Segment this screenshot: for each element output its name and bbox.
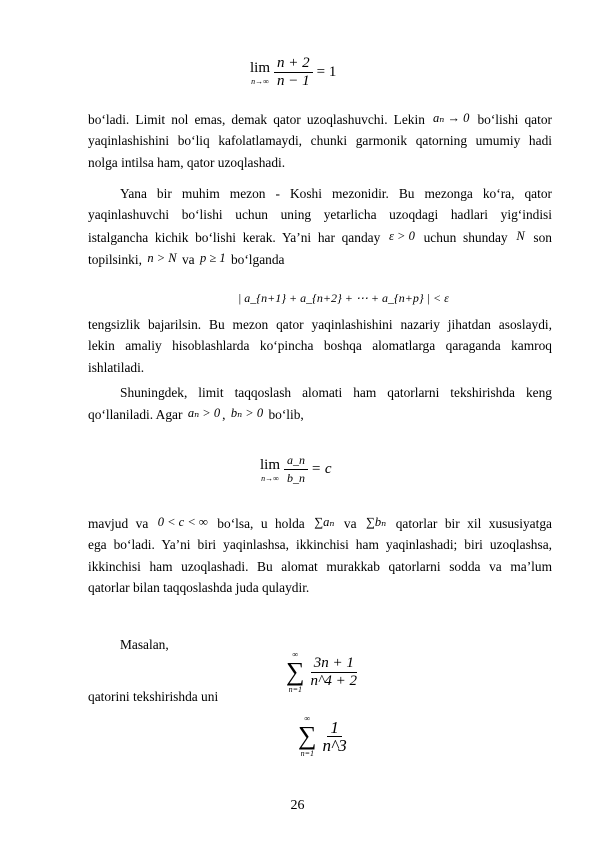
- text-span: bo‘lganda: [230, 252, 285, 268]
- sigma-symbol: ∑: [286, 657, 305, 686]
- text-span: va: [181, 252, 195, 268]
- text-span: uchun shunday: [423, 229, 508, 245]
- text-span: mavjud va: [88, 516, 149, 531]
- text-line: ishlatiladi.: [88, 359, 145, 375]
- lim-subscript: n→∞: [261, 473, 279, 483]
- paragraph-1: [88, 108, 552, 173]
- numerator: 1: [327, 719, 342, 737]
- limit-formula-2: [260, 452, 332, 487]
- text-span: va: [343, 516, 357, 531]
- text-line: [88, 226, 552, 248]
- text-span: son: [533, 229, 552, 245]
- text-line: [88, 403, 552, 425]
- paragraph-4: [88, 382, 552, 426]
- fraction: [308, 655, 360, 690]
- text-line: lekin amaliy hisoblashlarda ko‘pincha boshqa alomatlarga qaraganda kamroq: [88, 338, 552, 354]
- text-line: qatorlar bilan taqqoslashda juda qulaydir.: [88, 580, 310, 596]
- lim-subscript: n→∞: [251, 76, 269, 86]
- lim-word: lim: [250, 59, 271, 76]
- text-line: ikkinchisi ham uzoqlashadi. Bu alomat murakkab qatorlarni sodda va ma’lum: [88, 558, 552, 574]
- text-span: topilsinki,: [88, 252, 142, 268]
- lim-word: lim: [260, 456, 281, 473]
- denominator: n − 1: [277, 73, 310, 89]
- fraction: [284, 452, 308, 487]
- series-formula-2: [298, 714, 350, 758]
- inline-formula-c-range: 0 < c < ∞: [157, 515, 208, 529]
- page-number: 26: [290, 798, 305, 813]
- inline-formula-an-to-0: aₙ → 0: [433, 111, 470, 125]
- text-span: bo‘lsa, u holda: [217, 516, 305, 531]
- denominator: n^3: [322, 735, 347, 755]
- text-line: yaqinlashuvchi bo‘lishi uchun uning yetarlicha uzoqdagi hadlari yig‘indisi: [88, 207, 552, 223]
- text-line: Masalan,: [120, 637, 169, 652]
- inline-formula-an-gt-0: aₙ > 0: [187, 406, 221, 421]
- inline-formula-N: N: [516, 228, 525, 243]
- fraction: [320, 719, 350, 754]
- paragraph-3: [88, 314, 552, 378]
- text-line: yaqinlashishini bo‘liq kafolatlamaydi, chunki garmonik qatorning umumiy hadi: [88, 133, 552, 149]
- inline-formula-sum-bn: ∑bₙ: [366, 515, 387, 529]
- inline-formula-eps: ε > 0: [388, 228, 415, 243]
- text-span: istalgancha kichik bo‘lishi kerak. Ya’ni har qanday: [88, 229, 381, 245]
- rhs: = 1: [316, 64, 337, 80]
- paragraph-7: [88, 686, 552, 707]
- limit-formula-1: [250, 55, 336, 90]
- sum-lower: n=1: [300, 749, 314, 758]
- text-span: ,: [222, 407, 226, 423]
- rhs: = c: [311, 461, 332, 477]
- text-span: qatorlar bir xil xususiyatga: [395, 516, 552, 531]
- numerator: n + 2: [274, 55, 313, 73]
- paragraph-5: [88, 512, 552, 599]
- text-line: [88, 108, 552, 130]
- text-line: Yana bir muhim mezon - Koshi mezonidir. Bu mezonga ko‘ra, qator: [120, 186, 552, 201]
- text-line: Shuningdek, limit taqqoslash alomati ham qatorlarni tekshirishda keng: [120, 385, 552, 400]
- denominator: b_n: [287, 471, 306, 485]
- text-span: qo‘llaniladi. Agar: [88, 407, 183, 423]
- text-line: [88, 512, 552, 534]
- text-line: ega bo‘ladi. Ya’ni biri yaqinlashsa, ikkinchisi ham yaqinlashadi; biri uzoqlashsa,: [88, 537, 552, 553]
- text-span: bo‘lishi qator: [477, 112, 552, 127]
- fraction: [274, 55, 313, 90]
- inline-formula-sum-an: ∑aₙ: [314, 515, 335, 529]
- sum-upper: ∞: [292, 650, 299, 659]
- numerator: a_n: [284, 452, 308, 470]
- paragraph-2: [88, 183, 552, 271]
- sum-upper: ∞: [304, 714, 311, 723]
- sigma-symbol: ∑: [298, 721, 317, 750]
- text-line: tengsizlik bajarilsin. Bu mezon qator yaqinlashishini nazariy jihatdan asoslaydi,: [88, 317, 552, 332]
- text-line: nolga intilsa ham, qator uzoqlashadi.: [88, 154, 286, 170]
- denominator: n^4 + 2: [310, 672, 357, 689]
- inline-formula-bn-gt-0: bₙ > 0: [230, 406, 264, 421]
- text-span: bo‘lib,: [268, 407, 304, 423]
- inline-formula-n-gt-N: n > N: [147, 251, 177, 266]
- cauchy-inequality: | a_{n+1} + a_{n+2} + ⋯ + a_{n+p} | < ε: [238, 291, 449, 305]
- text-line: [88, 248, 552, 270]
- text-line: qatorini tekshirishda uni: [88, 689, 219, 704]
- text-span: bo‘ladi. Limit nol emas, demak qator uzoqlashuvchi. Lekin: [88, 112, 425, 127]
- inline-formula-p-ge-1: p ≥ 1: [199, 251, 226, 266]
- numerator: 3n + 1: [311, 655, 357, 673]
- sum-lower: n=1: [288, 685, 302, 694]
